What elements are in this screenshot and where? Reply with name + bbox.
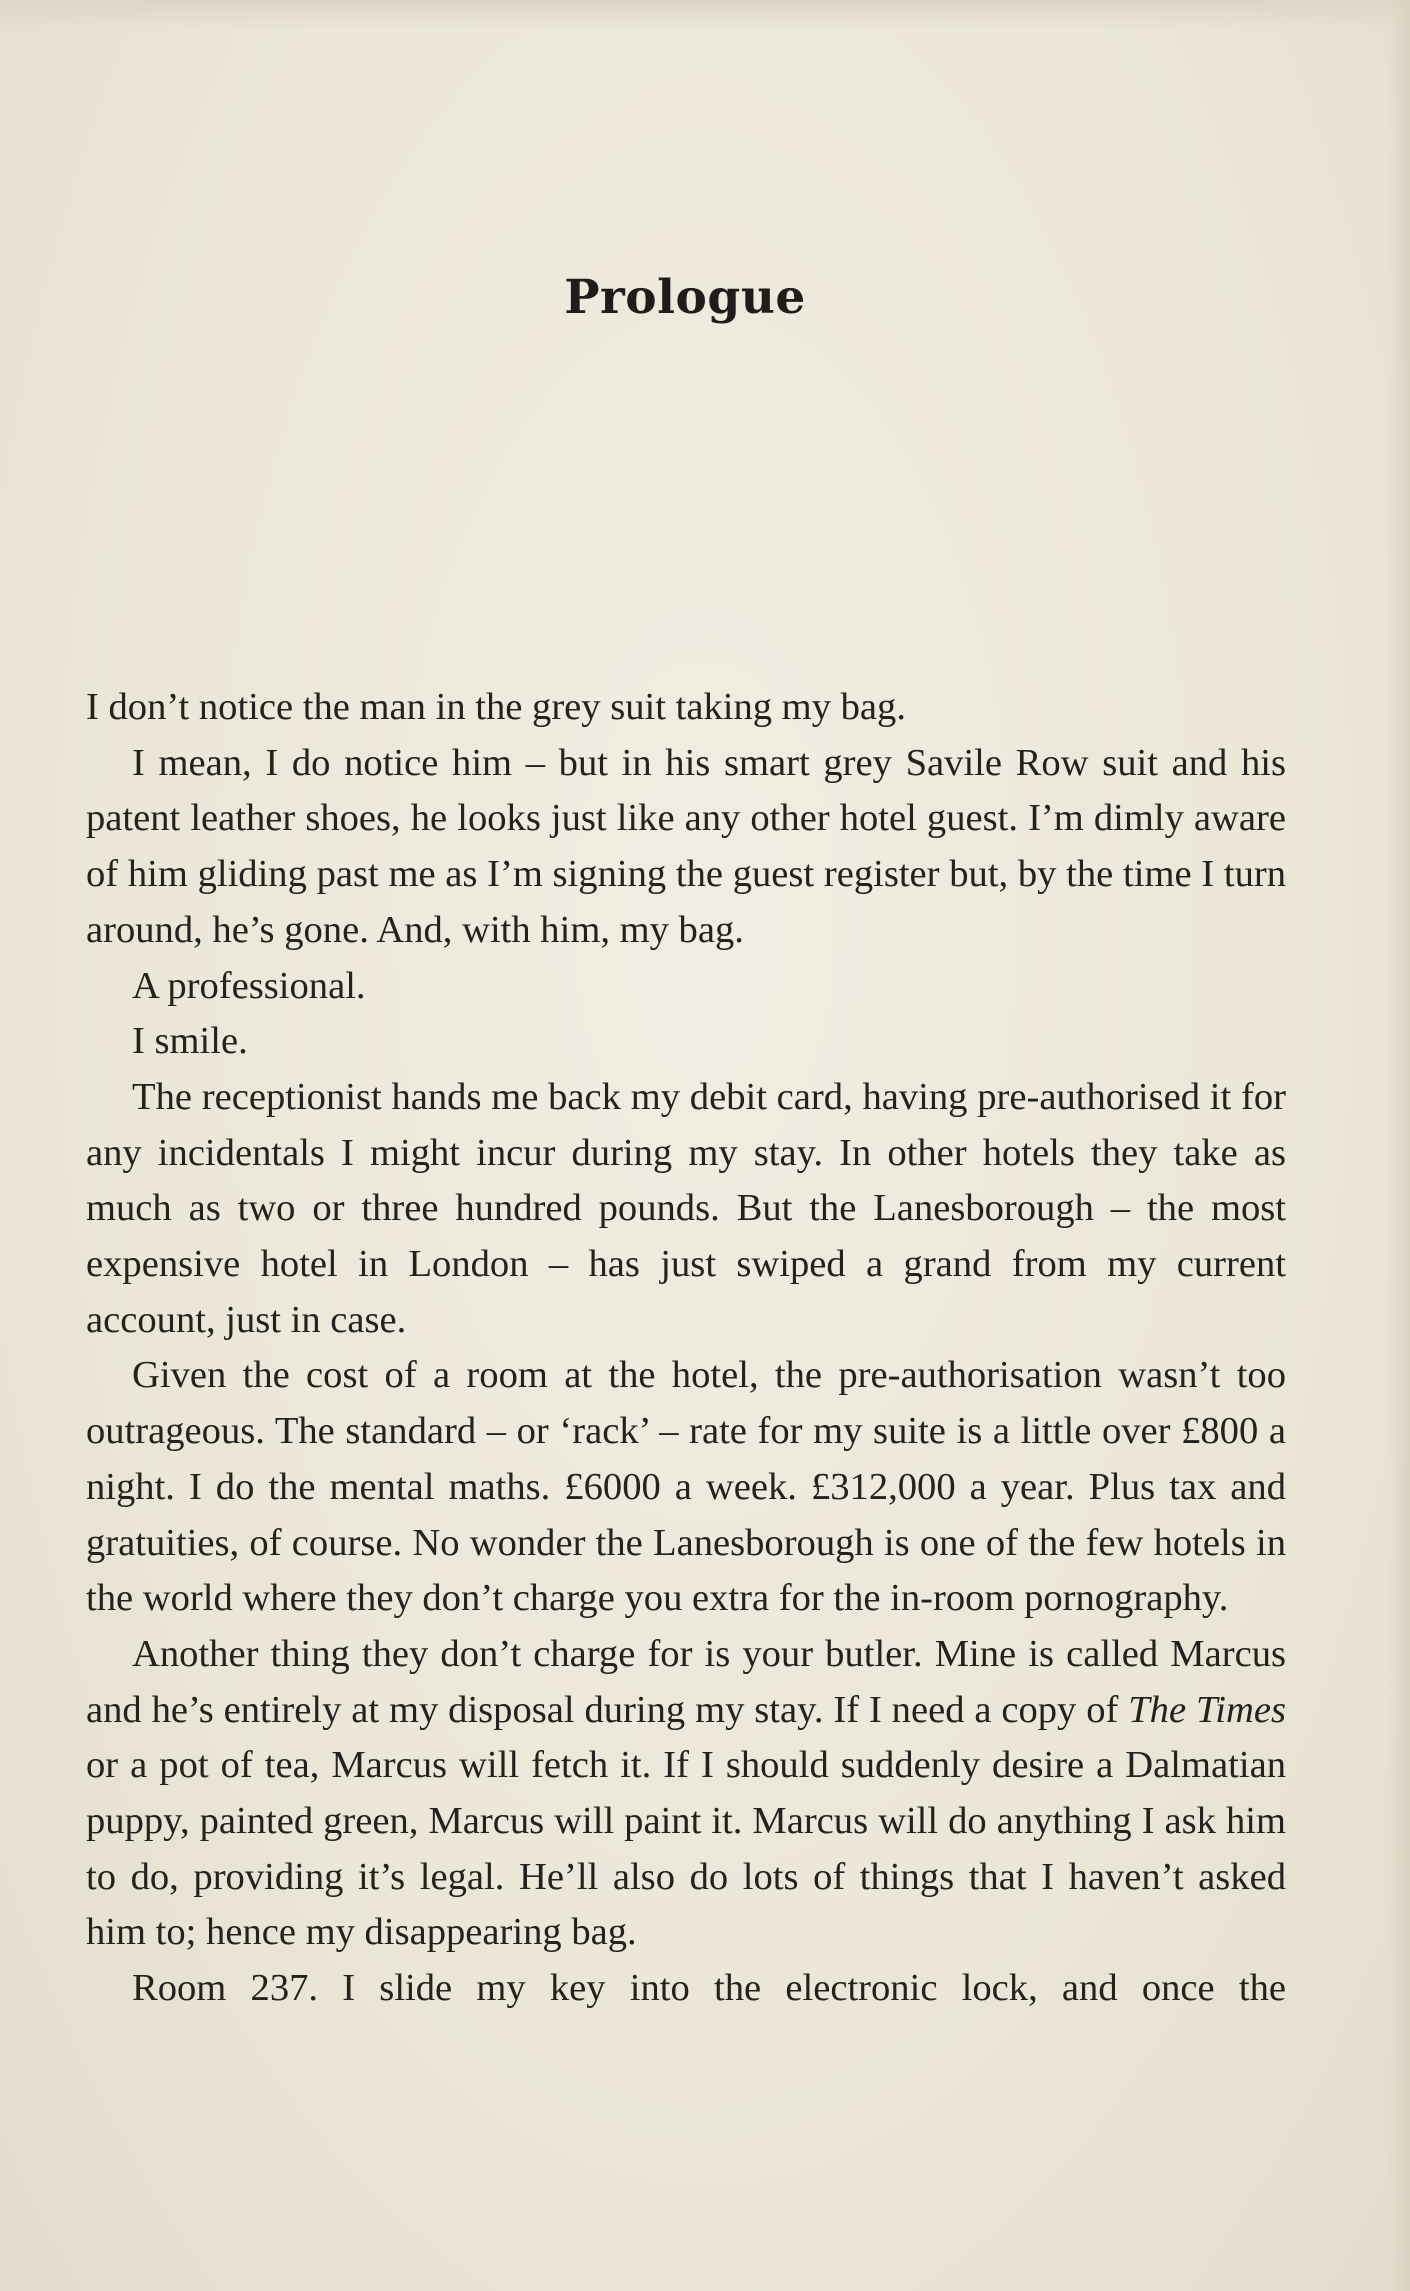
paragraph-1: I don’t notice the man in the grey suit taking my bag. bbox=[86, 686, 906, 728]
newspaper-title: The Times bbox=[1128, 1688, 1286, 1731]
paragraph-4: I smile. bbox=[132, 1020, 248, 1063]
paragraph-3: A professional. bbox=[132, 964, 366, 1007]
page-top-shadow bbox=[0, 0, 1410, 30]
paragraph-6: Given the cost of a room at the hotel, the pre-authorisation wasn’t too outrageous. The standard – or ‘rack’ – rate for my suite is a little over £800 a night. I do the mental maths. £6000 a week. £312,000 a year. Plus tax and gratuities, of course. No wonder the Lanesborough is one of the few hotels in the world where they don’t charge you extra for the in-room pornography. bbox=[86, 1354, 1286, 1620]
paragraph-7-part-1: Another thing they don’t charge for is your butler. Mine is called Marcus and he’s entirely at my disposal during my stay. If I need a copy of bbox=[86, 1632, 1286, 1731]
paragraph-8: Room 237. I slide my key into the electronic lock, and once the bbox=[132, 1967, 1286, 2010]
chapter-title: Prologue bbox=[564, 270, 806, 325]
paragraph-5: The receptionist hands me back my debit card, having pre-authorised it for any incidentals I might incur during my stay. In other hotels they take as much as two or three hundred pounds. But the Lanesborough – the most expensive hotel in London – has just swiped a grand from my current account, just in case. bbox=[86, 1075, 1286, 1341]
paragraph-7-part-2: or a pot of tea, Marcus will fetch it. If I should suddenly desire a Dalmatian puppy, painted green, Marcus will paint it. Marcus will do anything I ask him to do, providing it’s legal. He’ll also do lots of things that I haven’t asked him to; hence my disappearing bag. bbox=[86, 1744, 1286, 1954]
body-text bbox=[86, 680, 1286, 2017]
paragraph-7 bbox=[86, 1627, 1286, 1961]
page-edge-shadow bbox=[1388, 0, 1410, 2291]
paragraph-2: I mean, I do notice him – but in his smart grey Savile Row suit and his patent leather shoes, he looks just like any other hotel guest. I’m dimly aware of him gliding past me as I’m signing the guest register but, by the time I turn around, he’s gone. And, with him, my bag. bbox=[86, 741, 1286, 951]
